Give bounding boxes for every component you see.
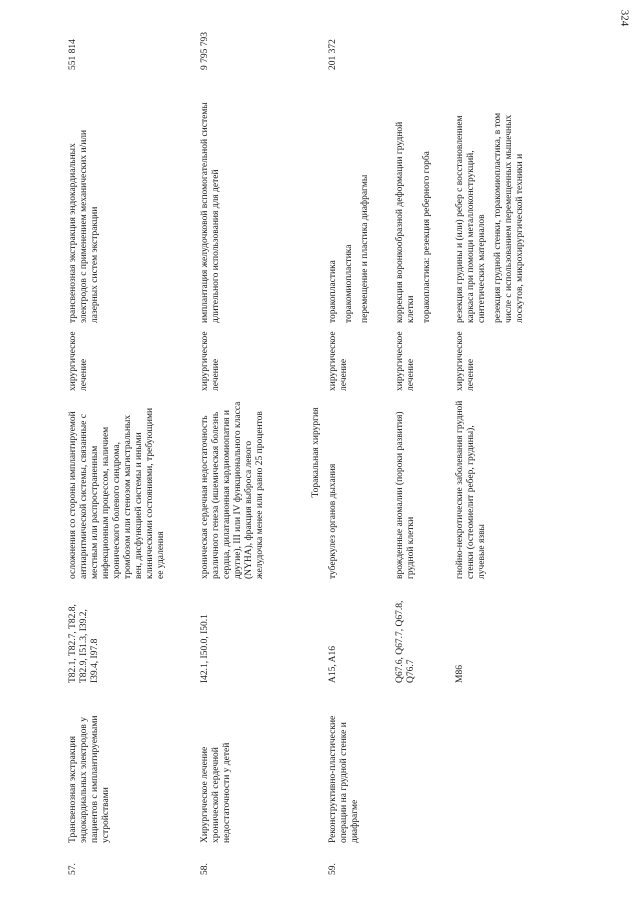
row-codes: Q67.6, Q67.7, Q67.8, Q76.7 (395, 600, 416, 683)
row-type: хирургическое лечение (395, 331, 416, 391)
row-type: хирургическое лечение (455, 331, 476, 391)
row-model: хроническая сердечная недостаточность различного генеза (ишемическая болезнь сердца, дилатационная кардиомиопатия и другие), III или IV функционального класса (NYHA), фракция выброса левого желудочка менее или равно 25 процентов (200, 401, 265, 579)
row-number: 57. (68, 863, 78, 875)
method-text: торакомиопластика (344, 244, 354, 323)
row-type: хирургическое лечение (68, 331, 89, 391)
row-codes: M86 (455, 665, 465, 683)
row-methods (68, 98, 106, 323)
row-codes: I42.1, I50.0, I50.1 (200, 614, 210, 683)
method-text: торакопластика: резекция реберного горба (422, 151, 432, 323)
section-title: Торакальная хирургия (311, 407, 321, 498)
row-name: Реконструктивно-пластические операции на грудной стенке и диафрагме (328, 715, 360, 843)
row-cost: 201 372 (328, 39, 338, 70)
page-number: 324 (617, 9, 630, 27)
row-type: хирургическое лечение (328, 331, 349, 391)
row-cost: 551 814 (68, 39, 78, 70)
row-name: Хирургическое лечение хронической сердечной недостаточности у детей (200, 742, 232, 843)
row-cost: 9 795 793 (200, 32, 210, 70)
row-number: 58. (200, 863, 210, 875)
row-model: осложнения со стороны имплантируемой антиаритмической системы, связанные с местным или распространенным инфекционным процессом, наличием хронического болевого синдрома, тромбозом или стенозом магистральных вен, дисфункцией системы и иными клиническими состояниями, требующими ее удаления (68, 407, 166, 579)
row-model: гнойно-некротические заболевания грудной стенки (остеомиелит ребер, грудины), лучевые язвы (455, 400, 487, 579)
method-text: трансвенозная экстракция эндокардиальных электродов с применением механических и/или лазерных систем экстракции (68, 129, 100, 323)
row-type: хирургическое лечение (200, 331, 221, 391)
row-number: 59. (328, 863, 338, 875)
method-text: имплантация желудочковой вспомогательной системы длительного использования для детей (200, 102, 221, 323)
row-model: туберкулез органов дыхания (328, 463, 338, 579)
method-text: коррекция воронкообразной деформации грудной клетки (395, 121, 416, 323)
row-methods (328, 98, 376, 323)
method-text: торакопластика (328, 260, 338, 323)
row-codes: A15, A16 (328, 646, 338, 683)
row-methods (395, 98, 438, 323)
method-text: резекция грудной стенки, торакомиопластика, в том числе с использованием перемещенных мышечных лоскутов, микрохирургической техники и (493, 112, 525, 323)
row-name: Трансвенозная экстракция эндокардиальных электродов у пациентов с имплантируемыми устройствами (68, 715, 111, 843)
row-methods (200, 98, 227, 323)
row-model: врожденные аномалии (пороки развития) грудной клетки (395, 411, 416, 579)
method-text: резекция грудины и (или) ребер с восстановлением каркаса при помощи металлоконструкций, синтетических материалов (455, 115, 487, 323)
row-methods (455, 98, 531, 323)
row-codes: T82.1, T82.7, T82.8, T82.9, I51.3, I39.2, I39.4, I97.8 (68, 604, 100, 683)
method-text: перемещение и пластика диафрагмы (360, 174, 370, 323)
